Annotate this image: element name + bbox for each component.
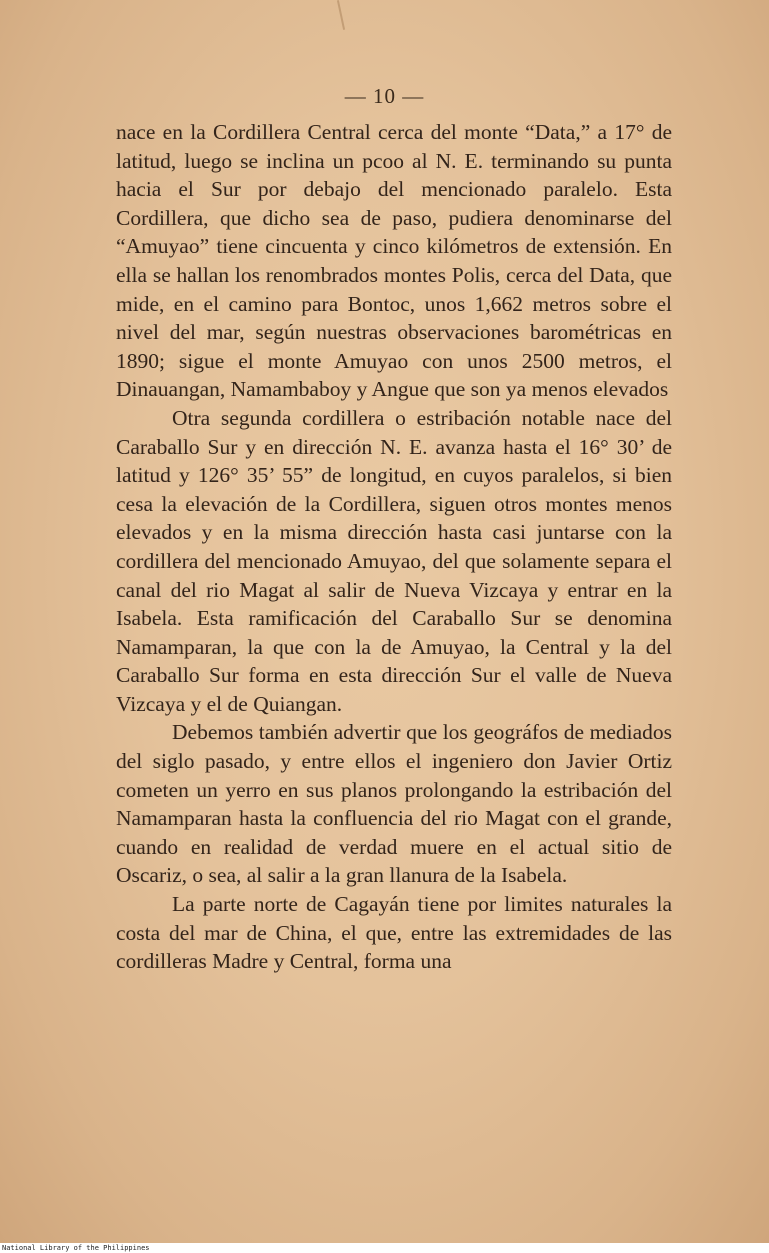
paragraph-1: nace en la Cordillera Central cerca del monte “Data,” a 17° de latitud, luego se inclina un pcoo al N. E. terminando su punta hacia el Sur por debajo del mencionado paralelo. Esta Cordillera, que dicho sea de paso, pudiera denominarse del “Amuyao” tiene cincuenta y cinco kilómetros de extensión. En ella se hallan los renombrados montes Polis, cerca del Data, que mide, en el camino para Bontoc, unos 1,662 metros sobre el nivel del mar, según nuestras observaciones barométricas en 1890; sigue el monte Amuyao con unos 2500 metros, el Dinauangan, Namambaboy y Angue que son ya menos elevados (116, 120, 672, 402)
paragraph-2: Otra segunda cordillera o estribación notable nace del Caraballo Sur y en dirección N. E. avanza hasta el 16° 30’ de latitud y 126° 35’ 55” de longitud, en cuyos paralelos, si bien cesa la elevación de la Cordillera, siguen otros montes menos elevados y en la misma dirección hasta casi juntarse con la cordillera del mencionado Amuyao, del que solamente separa el canal del rio Magat al salir de Nueva Vizcaya y entrar en la Isabela. Esta ramificación del Caraballo Sur se denomina Namamparan, la que con la de Amuyao, la Central y la del Caraballo Sur forma en esta dirección Sur el valle de Nueva Vizcaya y el de Quiangan. (116, 405, 672, 716)
paragraph-3: Debemos también advertir que los geográfos de mediados del siglo pasado, y entre ellos el ingeniero don Javier Ortiz cometen un yerro en sus planos prolongando la estribación del Namamparan hasta la confluencia del rio Magat con el grande, cuando en realidad de verdad muere en el actual sitio de Oscariz, o sea, al salir a la gran llanura de la Isabela. (116, 720, 672, 888)
page-number: — 10 — (344, 84, 425, 108)
paragraph-4: La parte norte de Cagayán tiene por limites naturales la costa del mar de China, el que, entre las extremidades de las cordilleras Madre y Central, forma una (116, 892, 672, 974)
body-text (116, 118, 672, 976)
library-credit: National Library of the Philippines (2, 1244, 150, 1252)
